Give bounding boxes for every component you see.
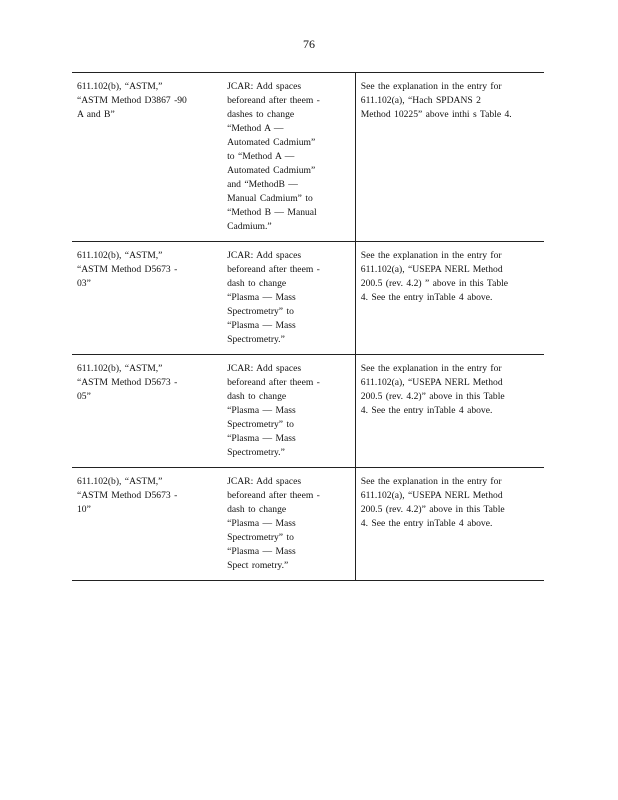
text-line: See the explanation in the entry for — [360, 81, 502, 92]
section-cell — [72, 468, 222, 581]
text-line: Cadmium.” — [227, 221, 272, 232]
text-line: dash to change — [227, 391, 287, 402]
text-line: “Method A — — [227, 123, 284, 134]
table-row — [72, 468, 544, 581]
text-line: Automated Cadmium” — [227, 137, 316, 148]
text-line: 611.102(a), “USEPA NERL Method — [360, 264, 503, 275]
text-line: “Plasma — Mass — [227, 320, 296, 331]
text-line: 611.102(b), “ASTM,” — [77, 250, 163, 261]
text-line: 611.102(a), “USEPA NERL Method — [360, 490, 503, 501]
text-line: “ASTM Method D5673 - — [77, 490, 178, 501]
change-cell — [222, 468, 355, 581]
text-line: JCAR: Add spaces — [227, 250, 302, 261]
change-cell — [222, 73, 355, 242]
text-line: beforeand after theem - — [227, 95, 320, 106]
text-line: Manual Cadmium” to — [227, 193, 313, 204]
text-line: dashes to change — [227, 109, 295, 120]
text-line: 611.102(b), “ASTM,” — [77, 476, 163, 487]
change-cell — [222, 242, 355, 355]
text-line: 4. See the entry inTable 4 above. — [360, 518, 493, 529]
text-line: See the explanation in the entry for — [360, 476, 502, 487]
table-row — [72, 355, 544, 468]
text-line: 4. See the entry inTable 4 above. — [360, 292, 493, 303]
text-line: See the explanation in the entry for — [360, 250, 502, 261]
explanation-cell — [355, 73, 544, 242]
explanation-cell — [355, 355, 544, 468]
text-line: A and B” — [77, 109, 115, 120]
section-cell — [72, 242, 222, 355]
text-line: 611.102(b), “ASTM,” — [77, 363, 163, 374]
text-line: “Plasma — Mass — [227, 546, 296, 557]
text-line: 4. See the entry inTable 4 above. — [360, 405, 493, 416]
text-line: See the explanation in the entry for — [360, 363, 502, 374]
text-line: “Plasma — Mass — [227, 433, 296, 444]
text-line: dash to change — [227, 504, 287, 515]
text-line: Spectrometry.” — [227, 334, 285, 345]
page-number: 76 — [303, 37, 315, 51]
text-line: “ASTM Method D5673 - — [77, 264, 178, 275]
text-line: dash to change — [227, 278, 287, 289]
text-line: Spectrometry” to — [227, 419, 294, 430]
text-line: beforeand after theem - — [227, 377, 320, 388]
text-line: JCAR: Add spaces — [227, 81, 302, 92]
change-cell — [222, 355, 355, 468]
text-line: and “MethodB — — [227, 179, 298, 190]
amendments-table — [72, 72, 544, 581]
text-line: Spectrometry” to — [227, 306, 294, 317]
text-line: Spect rometry.” — [227, 560, 289, 571]
text-line: Automated Cadmium” — [227, 165, 316, 176]
explanation-cell — [355, 242, 544, 355]
text-line: JCAR: Add spaces — [227, 363, 302, 374]
text-line: Spectrometry” to — [227, 532, 294, 543]
text-line: Spectrometry.” — [227, 447, 285, 458]
text-line: 611.102(a), “Hach SPDANS 2 — [360, 95, 481, 106]
text-line: “Plasma — Mass — [227, 518, 296, 529]
text-line: 05” — [77, 391, 91, 402]
section-cell — [72, 73, 222, 242]
text-line: 10” — [77, 504, 91, 515]
text-line: 200.5 (rev. 4.2)” above in this Table — [360, 391, 505, 402]
text-line: 611.102(a), “USEPA NERL Method — [360, 377, 503, 388]
text-line: “ASTM Method D3867 -90 — [77, 95, 187, 106]
text-line: “Plasma — Mass — [227, 292, 296, 303]
text-line: Method 10225” above inthi s Table 4. — [360, 109, 512, 120]
text-line: beforeand after theem - — [227, 490, 320, 501]
text-line: “Method B — Manual — [227, 207, 317, 218]
text-line: “Plasma — Mass — [227, 405, 296, 416]
text-line: JCAR: Add spaces — [227, 476, 302, 487]
explanation-cell — [355, 468, 544, 581]
text-line: 03” — [77, 278, 91, 289]
text-line: “ASTM Method D5673 - — [77, 377, 178, 388]
table-row — [72, 242, 544, 355]
text-line: 611.102(b), “ASTM,” — [77, 81, 163, 92]
text-line: 200.5 (rev. 4.2) ” above in this Table — [360, 278, 509, 289]
table-row — [72, 73, 544, 242]
text-line: 200.5 (rev. 4.2)” above in this Table — [360, 504, 505, 515]
text-line: beforeand after theem - — [227, 264, 320, 275]
text-line: to “Method A — — [227, 151, 295, 162]
section-cell — [72, 355, 222, 468]
